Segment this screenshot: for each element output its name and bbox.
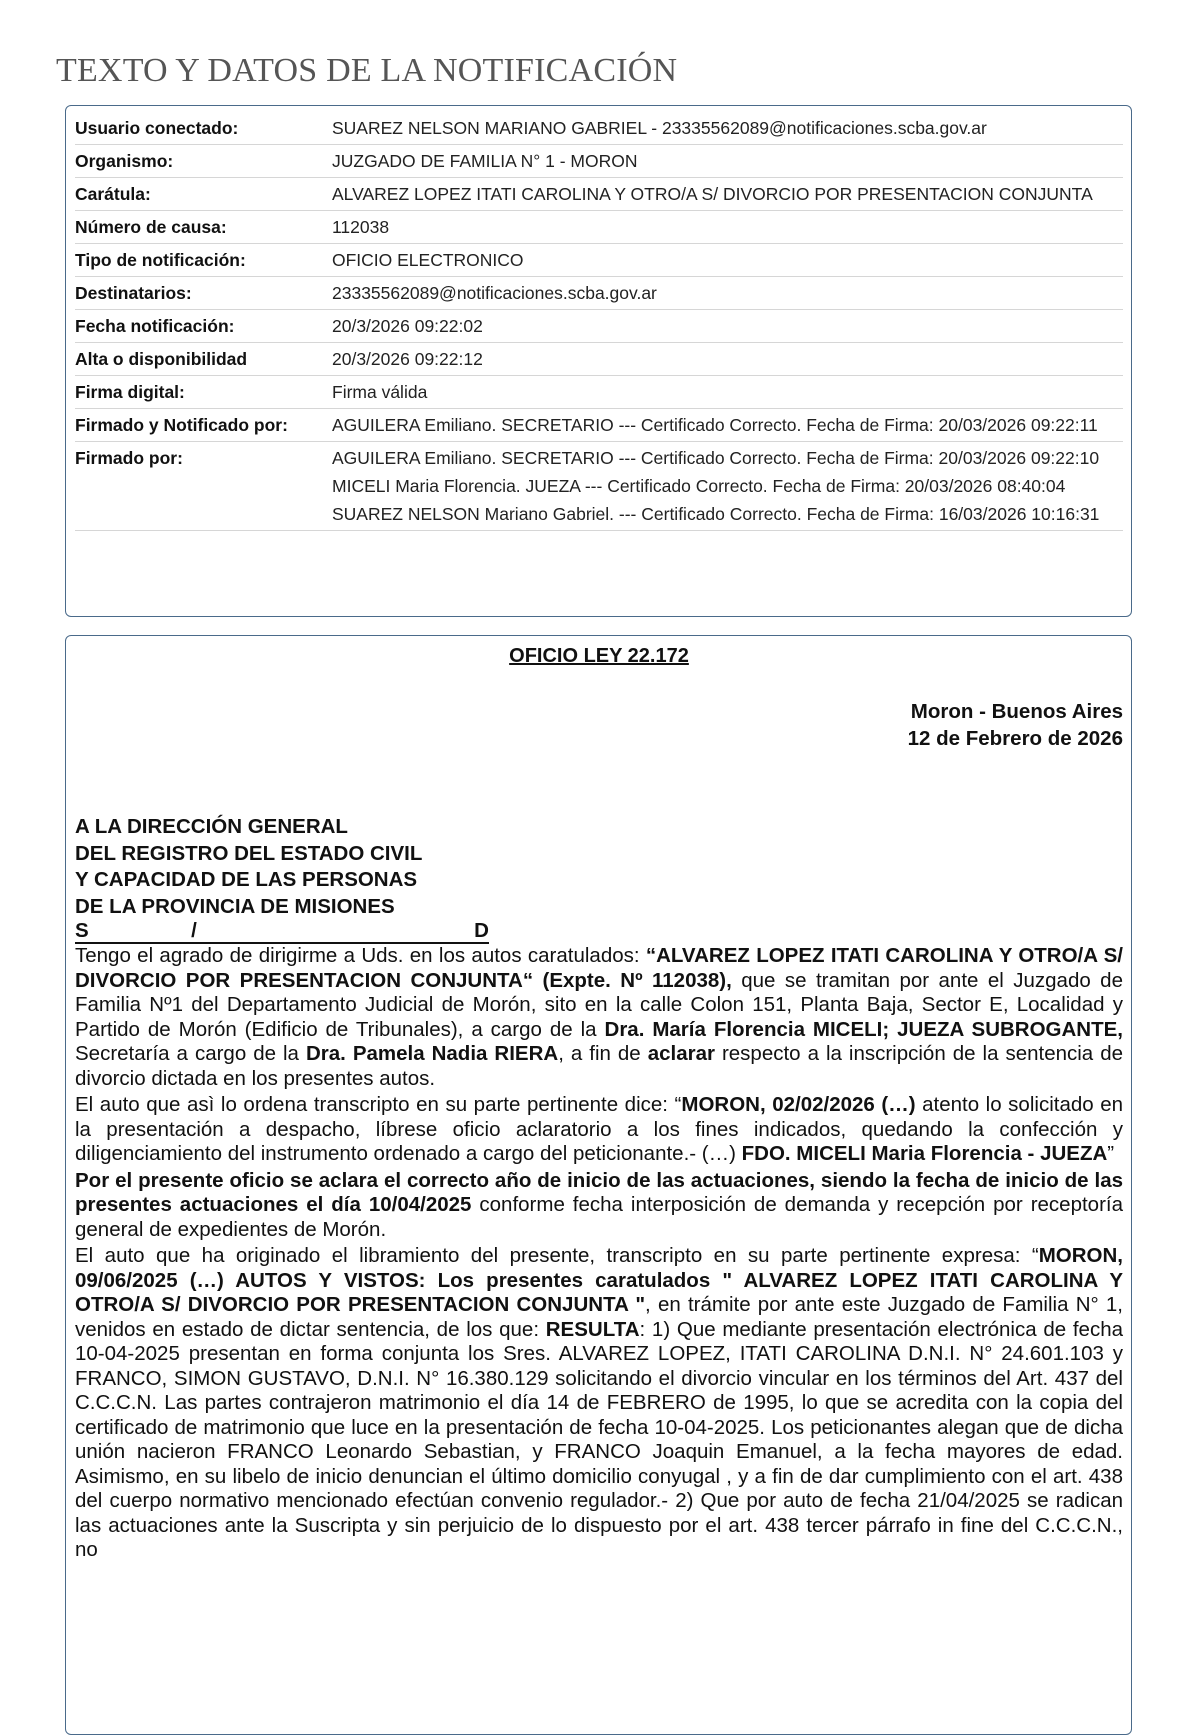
info-value: SUAREZ NELSON MARIANO GABRIEL - 23335562089@notificaciones.scba.gov.ar xyxy=(332,118,987,138)
sd-d: D xyxy=(474,919,489,942)
document-place: Moron - Buenos Aires xyxy=(910,700,1123,723)
recipient-line: A LA DIRECCIÓN GENERAL xyxy=(75,815,348,838)
bold-text: MORON, 02/02/2026 (…) xyxy=(681,1093,916,1116)
text: El auto que ha originado el libramiento del presente, transcripto en su parte pertinente expresa: “ xyxy=(75,1244,1039,1267)
info-row-alta-disponibilidad xyxy=(75,343,1123,376)
info-row-tipo-notificacion xyxy=(75,244,1123,277)
info-value: 20/3/2026 09:22:12 xyxy=(332,349,483,369)
sd-s: S xyxy=(75,919,89,942)
document-paragraph xyxy=(75,1244,1123,1563)
bold-text: Por el presente oficio se aclara el correcto año de inicio de las actuaciones, siendo la fecha de inicio de las presentes actuaciones el día 10/04/2025 xyxy=(75,1168,1123,1216)
text: El auto que asì lo ordena transcripto en su parte pertinente dice: “ xyxy=(75,1093,682,1116)
info-row-usuario xyxy=(75,112,1123,145)
bold-text: FDO. MICELI Maria Florencia - JUEZA xyxy=(741,1142,1108,1165)
text: , a fin de xyxy=(558,1042,648,1065)
info-value: AGUILERA Emiliano. SECRETARIO --- Certificado Correcto. Fecha de Firma: 20/03/2026 09:22:11 xyxy=(332,415,1098,435)
info-label: Tipo de notificación: xyxy=(75,250,246,270)
text: que se tramitan por ante el Juzgado de Familia Nº1 del Departamento Judicial de Morón, sito en la calle Colon 151, Planta Baja, Sector E, Localidad y Partido de Morón (Edificio de Tribunales), a cargo de la xyxy=(75,968,1123,1041)
info-label: Firma digital: xyxy=(75,382,185,402)
info-label: Fecha notificación: xyxy=(75,316,235,336)
text: , en trámite por ante este Juzgado de Familia N° 1, venidos en estado de dictar sentencia, de los que: xyxy=(75,1293,1123,1341)
text: conforme fecha interposición de demanda y recepción por receptoría general de expedientes de Morón. xyxy=(75,1193,1123,1241)
info-label: Número de causa: xyxy=(75,217,227,237)
info-value: 20/3/2026 09:22:02 xyxy=(332,316,483,336)
document-paragraph xyxy=(75,1169,1123,1243)
text: atento lo solicitado en la presentación a despacho, líbrese oficio aclaratorio a los fines indicados, quedando la confección y diligenciamiento del instrumento ordenado a cargo del peticionante.- (…) xyxy=(75,1093,1124,1165)
bold-text: “ALVAREZ LOPEZ ITATI CAROLINA Y OTRO/A S/ DIVORCIO POR PRESENTACION CONJUNTA“ (Expte. Nº 112038), xyxy=(75,944,1123,992)
document-panel xyxy=(65,635,1132,1735)
info-value: ALVAREZ LOPEZ ITATI CAROLINA Y OTRO/A S/ DIVORCIO POR PRESENTACION CONJUNTA xyxy=(332,184,1093,204)
info-value: JUZGADO DE FAMILIA N° 1 - MORON xyxy=(332,151,638,171)
recipient-line: Y CAPACIDAD DE LAS PERSONAS xyxy=(75,868,418,891)
document-date: 12 de Febrero de 2026 xyxy=(907,727,1123,750)
recipient-line: DE LA PROVINCIA DE MISIONES xyxy=(75,894,395,918)
bold-text: MORON, 09/06/2025 (…) AUTOS Y VISTOS: Los presentes caratulados " ALVAREZ LOPEZ ITATI CAROLINA Y OTRO/A S/ DIVORCIO POR PRESENTACION CONJUNTA " xyxy=(75,1244,1123,1316)
info-row-firmado-notificado xyxy=(75,409,1123,442)
info-label: Destinatarios: xyxy=(75,283,192,303)
sd-slash: / xyxy=(191,919,197,942)
info-row-caratula xyxy=(75,178,1123,211)
document-paragraph xyxy=(75,1093,1123,1167)
page-title: TEXTO Y DATOS DE LA NOTIFICACIÓN xyxy=(56,52,678,89)
document-paragraph xyxy=(75,944,1123,1091)
info-value: 23335562089@notificaciones.scba.gov.ar xyxy=(332,283,657,303)
info-row-firma-digital xyxy=(75,376,1123,409)
info-row-destinatarios xyxy=(75,277,1123,310)
info-label: Alta o disponibilidad xyxy=(75,349,248,369)
info-row-fecha-notificacion xyxy=(75,310,1123,343)
recipient-line: DEL REGISTRO DEL ESTADO CIVIL xyxy=(75,841,423,865)
info-label: Carátula: xyxy=(75,184,151,204)
document-body xyxy=(75,944,1123,1563)
text: Tengo el agrado de dirigirme a Uds. en los autos caratulados: xyxy=(75,944,646,967)
document-title: OFICIO LEY 22.172 xyxy=(509,645,689,667)
info-row-firmado-por xyxy=(75,442,1123,531)
bold-text: RESULTA xyxy=(545,1317,640,1341)
info-value: Firma válida xyxy=(332,382,428,402)
info-label: Firmado y Notificado por: xyxy=(75,415,288,435)
bold-text: Dra. Pamela Nadia RIERA xyxy=(305,1042,559,1065)
info-label: Usuario conectado: xyxy=(75,118,239,138)
text: ” xyxy=(1107,1142,1115,1165)
info-value: OFICIO ELECTRONICO xyxy=(332,250,524,270)
info-value: 112038 xyxy=(332,217,390,237)
text: respecto a la inscripción de la sentencia de divorcio dictada en los presentes autos. xyxy=(75,1042,1123,1090)
info-row-numero-causa xyxy=(75,211,1123,244)
text: Secretaría a cargo de la xyxy=(75,1042,306,1065)
bold-text: aclarar xyxy=(647,1042,715,1065)
document-recipient xyxy=(75,814,1123,944)
document-place-date xyxy=(75,698,1123,752)
info-row-organismo xyxy=(75,145,1123,178)
bold-text: Dra. María Florencia MICELI; JUEZA SUBROGANTE, xyxy=(604,1017,1123,1041)
notification-details-panel xyxy=(65,105,1132,617)
info-label: Firmado por: xyxy=(75,448,183,468)
text: : 1) Que mediante presentación electrónica de fecha 10-04-2025 presentan en forma conjunta los Sres. ALVAREZ LOPEZ, ITATI CAROLINA D.N.I. N° 24.601.103 y FRANCO, SIMON GUSTAVO, D.N.I. N° 16.380.129 solicitando el divorcio vincular en los términos del Art. 437 del C.C.C.N. Las partes contrajeron matrimonio el día 14 de FEBRERO de 1995, lo que se acredita con la copia del certificado de matrimonio que luce en la presentación de fecha 10-04-2025. Los peticionantes alegan que de dicha unión nacieron FRANCO Leonardo Sebastian, y FRANCO Joaquin Emanuel, a la fecha mayores de edad. Asimismo, en su libelo de inicio denuncian el último domicilio conyugal , y a fin de dar cumplimiento con el art. 438 del cuerpo normativo mencionado efectúan convenio regulador.- 2) Que por auto de fecha 21/04/2025 se radican las actuaciones ante la Suscripta y sin perjuicio de lo dispuesto por el art. 438 tercer párrafo in fine del C.C.C.N., no xyxy=(75,1317,1123,1561)
info-label: Organismo: xyxy=(75,151,174,171)
sd-line xyxy=(75,920,489,944)
info-value: AGUILERA Emiliano. SECRETARIO --- Certificado Correcto. Fecha de Firma: 20/03/2026 09:22:10 MICELI Maria Florencia. JUEZA --- Certificado Correcto. Fecha de Firma: 20/03/2026 08:40:04 SUAREZ NELSON Mariano Gabriel. --- Certificado Correcto. Fecha de Firma: 16/03/2026 10:16:31 xyxy=(332,448,1100,524)
